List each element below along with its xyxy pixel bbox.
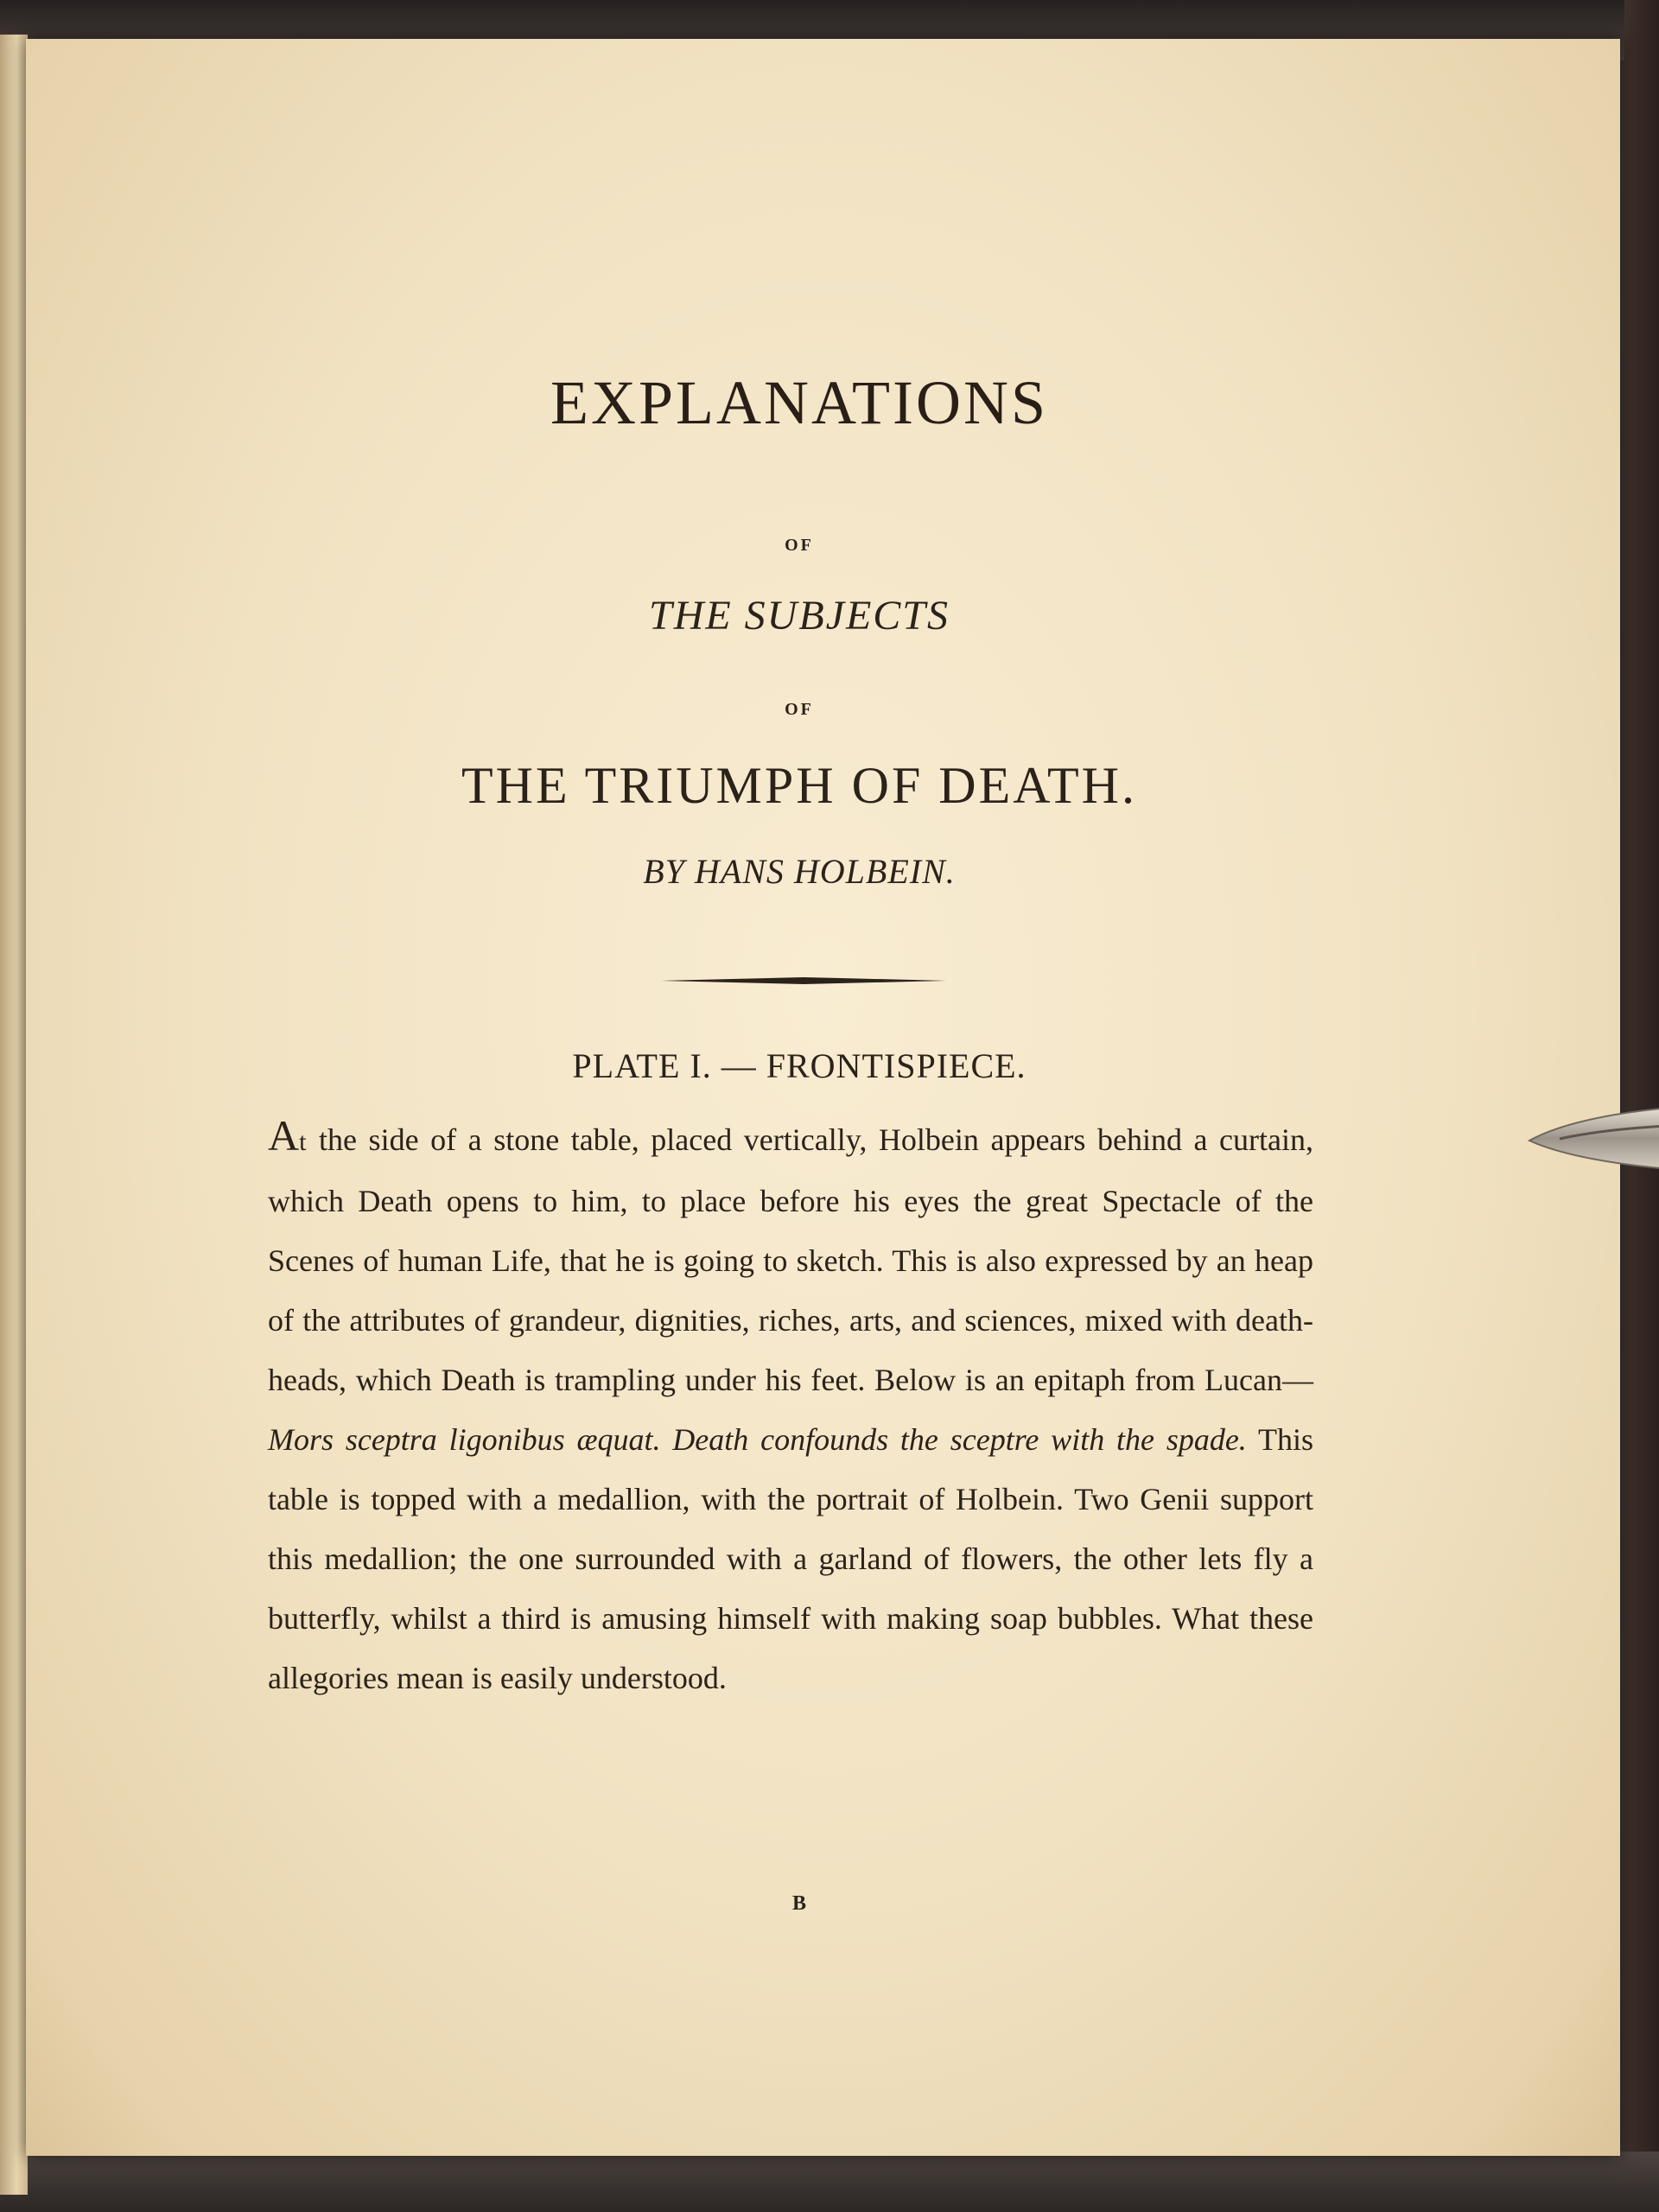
- connector-of-1: OF: [785, 536, 814, 555]
- drop-cap: A: [268, 1111, 300, 1160]
- body-text-italic-quote: Mors sceptra ligonibus æquat. Death confounds the sceptre with the spade.: [268, 1422, 1247, 1457]
- pen-tip-icon: [1525, 1089, 1659, 1184]
- connector-of-2: OF: [785, 700, 814, 719]
- body-paragraph: [268, 1106, 1313, 1708]
- body-text-segment-1: the side of a stone table, placed vertically, Holbein appears behind a curtain, which Death opens to him, to place before his eyes the great Spectacle of the Scenes of human Life, that he is going to sketch. This is also expressed by an heap of the attributes of grandeur, dignities, riches, arts, and sciences, mixed with death-heads, which Death is trampling under his feet. Below is an epitaph from Lucan—: [268, 1122, 1313, 1397]
- facing-page-edge: [0, 35, 28, 2195]
- ornamental-rule: [661, 976, 946, 985]
- drop-cap-rest: t: [299, 1128, 308, 1156]
- plate-heading: PLATE I. — FRONTISPIECE.: [572, 1046, 1027, 1085]
- subtitle-subjects: THE SUBJECTS: [649, 593, 950, 639]
- signature-mark: B: [791, 1892, 806, 1915]
- work-title: THE TRIUMPH OF DEATH.: [461, 757, 1137, 814]
- body-text-segment-2: This table is topped with a medallion, with the portrait of Holbein. Two Genii support this medallion; the one surrounded with a garland of flowers, the other lets fly a butterfly, whilst a third is amusing himself with making soap bubbles. What these allegories mean is easily understood.: [268, 1422, 1313, 1695]
- book-page: [26, 39, 1620, 2156]
- background-bottom: [0, 2152, 1659, 2212]
- author-byline: BY HANS HOLBEIN.: [643, 852, 956, 891]
- page-title: EXPLANATIONS: [550, 368, 1048, 437]
